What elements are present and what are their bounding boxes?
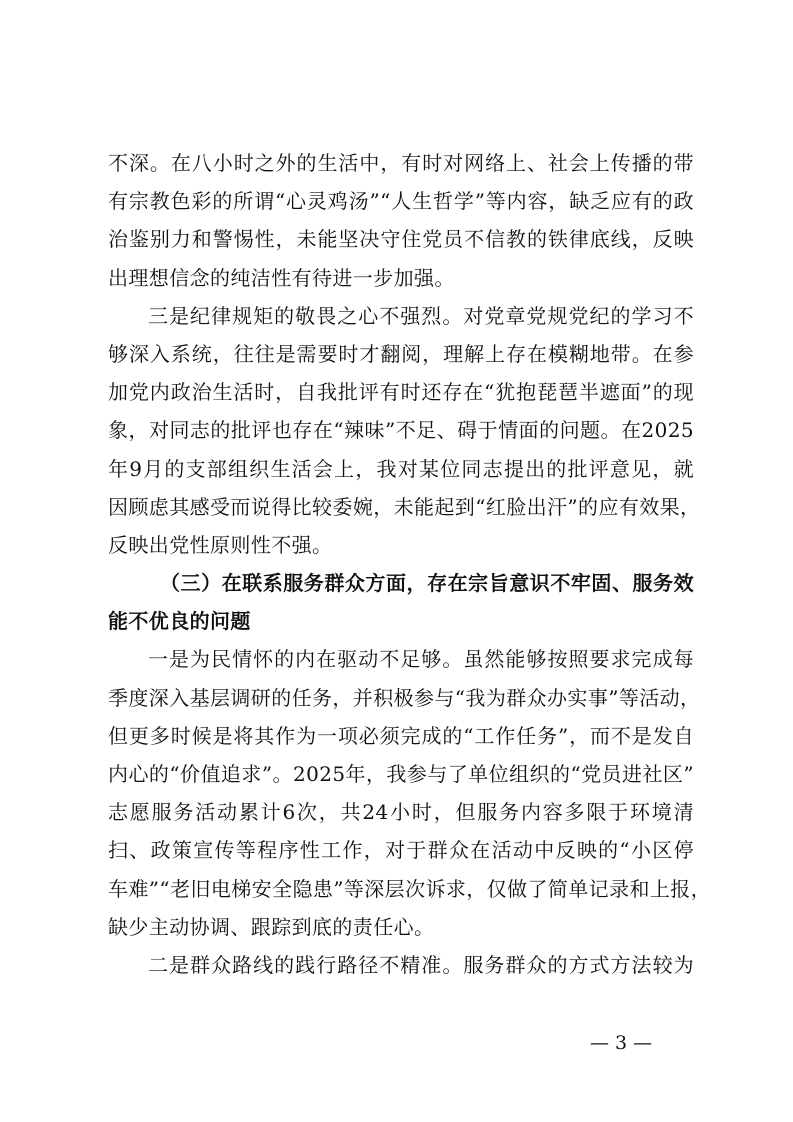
text-line-1: 不深。在八小时之外的生活中，有时对网络上、社会上传播的带 [108,151,694,175]
text-line-3: 治鉴别力和警惕性，未能坚决守住党员不信教的铁律底线，反映 [108,227,694,252]
text-line-10: 因顾虑其感受而说得比较委婉，未能起到“红脸出汗”的应有效果， [108,494,701,519]
text-line-6: 够深入系统，往往是需要时才翻阅，理解上存在模糊地带。在参 [108,341,694,366]
section-heading-line-1: （三）在联系服务群众方面，存在宗旨意识不牢固、服务效 [160,571,694,596]
document-body [108,144,712,984]
text-line-9: 年9月的支部组织生活会上，我对某位同志提出的批评意见，就 [108,456,694,481]
text-line-22: 二是群众路线的践行路径不精准。服务群众的方式方法较为 [148,952,694,977]
text-line-8: 象，对同志的批评也存在“辣味”不足、碍于情面的问题。在2025 [108,418,694,443]
text-line-17: 内心的“价值追求”。2025年，我参与了单位组织的“党员进社区” [108,762,694,786]
text-line-4: 出理想信念的纯洁性有待进一步加强。 [108,265,455,290]
text-line-15: 季度深入基层调研的任务，并积极参与“我为群众办实事”等活动， [108,685,701,710]
text-line-21: 缺少主动协调、跟踪到底的责任心。 [108,914,435,939]
text-line-2: 有宗教色彩的所谓“心灵鸡汤”“人生哲学”等内容，缺乏应有的政 [108,189,694,214]
text-line-11: 反映出党性原则性不强。 [108,532,333,557]
text-line-14: 一是为民情怀的内在驱动不足够。虽然能够按照要求完成每 [148,647,694,672]
page-number: — 3 — [590,1032,653,1054]
section-heading-line-2: 能不优良的问题 [108,609,251,634]
text-line-18: 志愿服务活动累计6次，共24小时，但服务内容多限于环境清 [108,800,694,825]
text-line-16: 但更多时候是将其作为一项必须完成的“工作任务”，而不是发自 [108,723,694,748]
text-line-5: 三是纪律规矩的敬畏之心不强烈。对党章党规党纪的学习不 [148,303,694,328]
text-line-19: 扫、政策宣传等程序性工作，对于群众在活动中反映的“小区停 [108,838,694,863]
text-line-7: 加党内政治生活时，自我批评有时还存在“犹抱琵琶半遮面”的现 [108,380,694,405]
text-line-20: 车难”“老旧电梯安全隐患”等深层次诉求，仅做了简单记录和上报， [108,876,712,901]
